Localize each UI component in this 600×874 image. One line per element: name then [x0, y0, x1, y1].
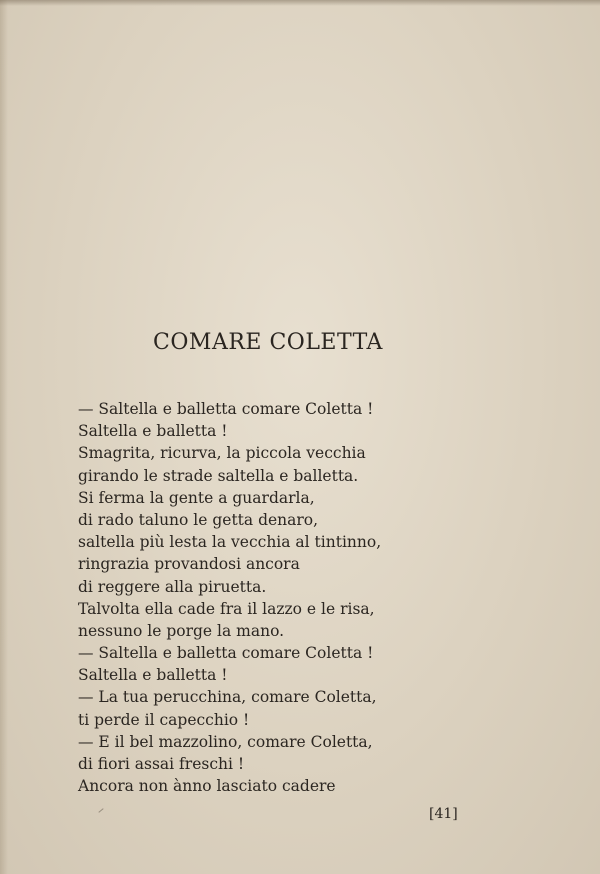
poem-line: saltella più lesta la vecchia al tintinno, — [78, 533, 382, 552]
poem-line: — E il bel mazzolino, comare Coletta, — [78, 732, 373, 751]
poem-line: di fiori assai freschi ! — [78, 755, 245, 773]
page-shadow-left — [0, 0, 8, 874]
page-number: [41] — [429, 806, 458, 822]
poem-line: nessuno le porge la mano. — [78, 621, 285, 640]
poem-line: di rado taluno le getta denaro, — [78, 510, 319, 529]
poem-line: ti perde il capecchio ! — [78, 710, 250, 729]
poem-line: Si ferma la gente a guardarla, — [78, 488, 315, 507]
poem-line: di reggere alla piruetta. — [78, 577, 267, 596]
poem-line: — Saltella e balletta comare Coletta ! — [78, 400, 374, 418]
ink-mark — [98, 808, 103, 813]
poem-line: girando le strade saltella e balletta. — [78, 466, 359, 485]
poem-line: Saltella e balletta ! — [78, 666, 228, 685]
poem-line: — Saltella e balletta comare Coletta ! — [78, 644, 374, 663]
poem-line: Saltella e balletta ! — [78, 422, 228, 441]
page-shadow-top — [0, 0, 600, 6]
poem-body — [78, 398, 381, 797]
poem-title: COMARE COLETTA — [153, 330, 383, 355]
poem-line: — La tua perucchina, comare Coletta, — [78, 688, 377, 707]
poem-line: Ancora non ànno lasciato cadere — [78, 777, 336, 796]
poem-line: ringrazia provandosi ancora — [78, 555, 300, 574]
poem-line: Talvolta ella cade fra il lazzo e le risa, — [78, 599, 375, 618]
poem-line: Smagrita, ricurva, la piccola vecchia — [78, 444, 366, 463]
